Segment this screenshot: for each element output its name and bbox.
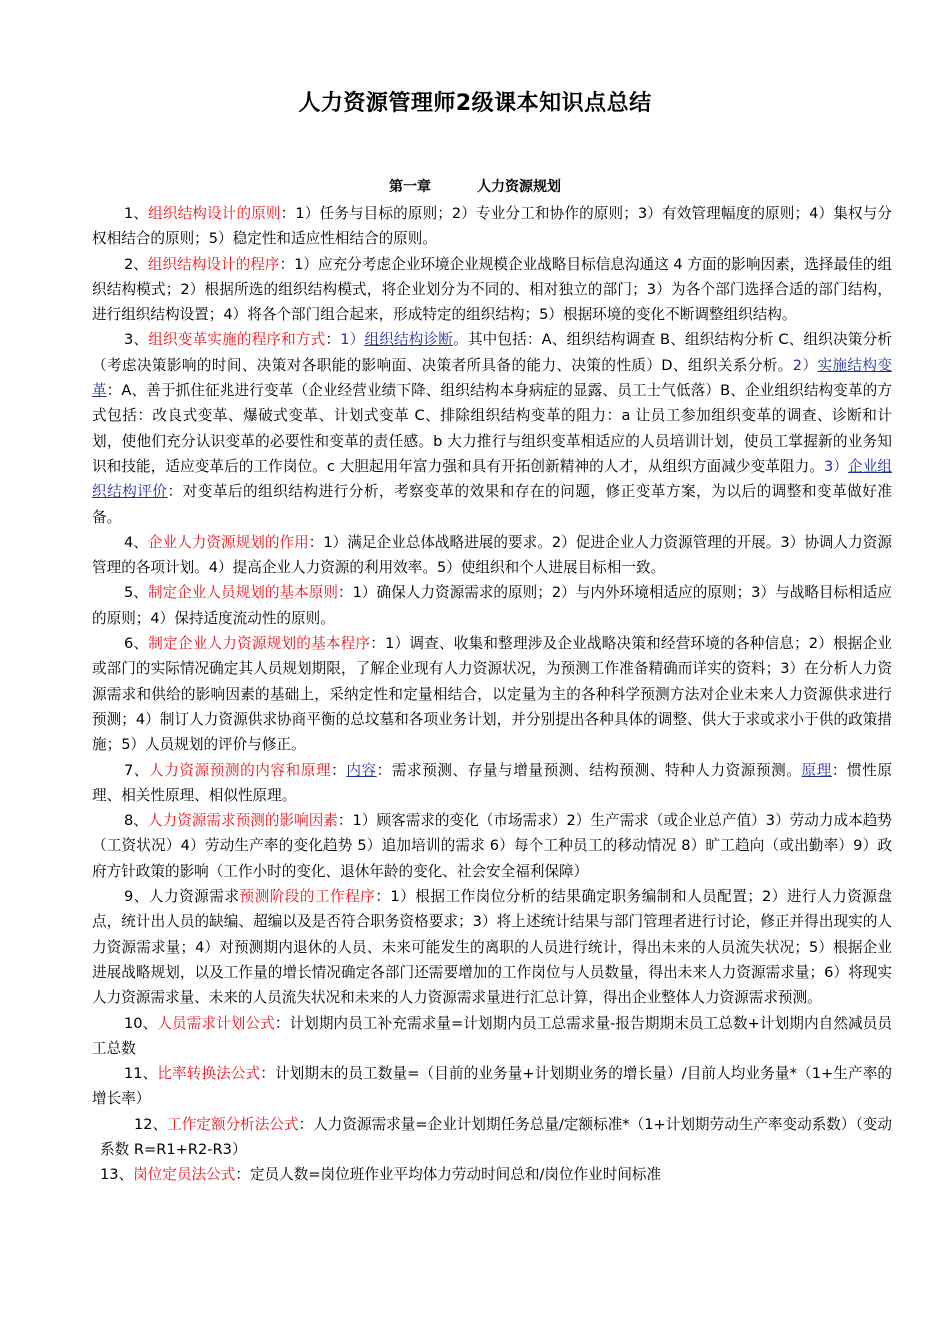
item-9	[92, 884, 892, 1010]
item-number: 10、	[124, 1014, 158, 1032]
item-number: 13、	[100, 1166, 134, 1184]
item-heading: 制定企业人员规划的基本原则	[147, 584, 338, 602]
item-heading: 比率转换法公式	[157, 1065, 261, 1083]
item-text: ：1）根据工作岗位分析的结果确定职务编制和人员配置；2）进行人力资源盘点，统计出人员的缺编、超编以及是否符合职务资格要求；3）将上述统计结果与部门管理者进行讨论，修正并得出现实的人力资源需求量；4）对预测期内退休的人员、未来可能发生的离职的人员进行统计，得出未来的人员流失状况；5）根据企业进展战略规划，以及工作量的增长情况确定各部门还需要增加的工作岗位与人员数量，得出未来人力资源需求量；6）将现实人力资源需求量、未来的人员流失状况和未来的人力资源需求量进行汇总计算，得出企业整体人力资源需求预测。	[92, 888, 892, 1007]
item-heading: 工作定额分析法公式	[167, 1115, 299, 1133]
item-1	[92, 201, 892, 252]
item-13	[92, 1162, 892, 1187]
subheading-link: 原理	[801, 761, 832, 779]
item-5	[92, 580, 892, 631]
item-7	[92, 758, 892, 809]
item-heading: 制定企业人力资源规划的基本程序	[148, 635, 371, 653]
item-number: 2、	[124, 255, 148, 273]
step-number: 2）	[792, 356, 818, 374]
item-text: ：1）任务与目标的原则；2）专业分工和协作的原则；3）有效管理幅度的原则；4）集权与分权相结合的原则；5）稳定性和适应性相结合的原则。	[92, 205, 892, 248]
subheading-link: 实施结构变革	[92, 356, 892, 400]
step-number: 3）	[823, 457, 849, 475]
item-text: ：1）满足企业总体战略进展的要求。2）促进企业人力资源管理的开展。3）协调人力资源管理的各项计划。4）提高企业人力资源的利用效率。5）使组织和个人进展目标相一致。	[92, 533, 892, 577]
item-text: ：	[331, 761, 347, 779]
item-text: ：1）应充分考虑企业环境企业规模企业战略目标信息沟通这 4 方面的影响因素，选择最佳的组织结构模式；2）根据所选的组织结构模式，将企业划分为不同的、相对独立的部门；3）为各个部门选择合适的部门结构，进行组织结构设置；4）将各个部门组合起来，形成特定的组织结构；5）根据环境的变化不断调整组织结构。	[92, 255, 892, 324]
item-number: 8、	[124, 812, 148, 830]
subheading-link: 内容	[346, 761, 377, 779]
item-number: 11、	[124, 1065, 158, 1083]
item-4	[92, 530, 892, 581]
item-8	[92, 808, 892, 884]
document-body	[92, 201, 892, 1188]
item-text: ：人力资源需求量=企业计划期任务总量/定额标准*（1+计划期劳动生产率变动系数）（变动系数 R=R1+R2-R3）	[100, 1115, 892, 1158]
item-number: 5、	[124, 584, 148, 602]
item-number: 1、	[124, 205, 149, 222]
item-11	[92, 1061, 892, 1112]
item-heading: 人员需求计划公式	[157, 1014, 275, 1032]
item-heading: 岗位定员法公式	[133, 1166, 236, 1184]
item-text: ：1）确保人力资源需求的原则；2）与内外环境相适应的原则；3）与战略目标相适应的原则；4）保持适度流动性的原则。	[92, 584, 892, 627]
subheading-link: 企业组织结构评价	[92, 457, 892, 501]
document-title: 人力资源管理师2级课本知识点总结	[298, 91, 652, 116]
subheading-link: 组织结构诊断	[364, 331, 454, 349]
item-text: ：需求预测、存量与增量预测、结构预测、特种人力资源预测。	[376, 761, 802, 779]
item-2	[92, 252, 892, 328]
item-text: ：1）调查、收集和整理涉及企业战略决策和经营环境的各种信息；2）根据企业或部门的实际情况确定其人员规划期限，了解企业现有人力资源状况，为预测工作准备精确而详实的资料；3）在分析人力资源需求和供给的影响因素的基础上，采纳定性和定量相结合，以定量为主的各种科学预测方法对企业未来人力资源供求进行预测；4）制订人力资源供求协商平衡的总坟墓和各项业务计划，并分别提出各种具体的调整、供大于求或求小于供的政策措施；5）人员规划的评价与修正。	[92, 635, 892, 754]
item-text: ：计划期内员工补充需求量=计划期内员工总需求量-报告期期末员工总数+计划期内自然减员员工总数	[92, 1014, 892, 1057]
item-number: 7、	[124, 761, 150, 779]
chapter-number: 第一章	[389, 179, 431, 195]
item-text: ：1）顾客需求的变化（市场需求）2）生产需求（或企业总产值）3）劳动力成本趋势（工资状况）4）劳动生产率的变化趋势 5）追加培训的需求 6）每个工种员工的移动情况 8）旷工趋向（或出勤率）9）政府方针政策的影响（工作小时的变化、退休年龄的变化、社会安全福利保障）	[92, 812, 892, 880]
item-heading: 组织结构设计的程序	[147, 255, 280, 273]
item-heading: 人力资源预测的内容和原理	[149, 761, 332, 779]
item-number: 4、	[124, 533, 148, 551]
item-number: 3、	[124, 331, 149, 349]
chapter-name: 人力资源规划	[477, 179, 561, 195]
item-text: ：	[325, 331, 341, 349]
item-12	[92, 1112, 892, 1163]
item-6	[92, 631, 892, 757]
item-number: 9、	[124, 888, 149, 906]
item-heading: 预测阶段的工作程序	[239, 888, 376, 906]
item-text: ：惯性原理、相关性原理、相似性原理。	[92, 761, 892, 804]
item-text: ：A、善于抓住征兆进行变革（企业经营业绩下降、组织结构本身病症的显露、员工士气低落）B、企业组织结构变革的方式包括：改良式变革、爆破式变革、计划式变革 C、排除组织结构变革的阻力：a 让员工参加组织变革的调查、诊断和计划，使他们充分认识变革的必要性和变革的责任感。b 大力推行与组织变革相适应的人员培训计划，使员工掌握新的业务知识和技能，适应变革后的工作岗位。c 大胆起用年富力强和具有开拓创新精神的人才，从组织方面减少变革阻力。	[92, 382, 892, 475]
item-number: 6、	[124, 635, 149, 653]
chapter-heading	[0, 176, 950, 196]
item-text: ：对变革后的组织结构进行分析，考察变革的效果和存在的问题，修正变革方案，为以后的调整和变革做好准备。	[92, 483, 892, 526]
item-text: 。其中包括：A、组织结构调查 B、组织结构分析 C、组织决策分析（考虑决策影响的时间、决策对各职能的影响面、决策者所具备的能力、决策的性质）D、组织关系分析。	[92, 331, 892, 374]
item-number: 12、	[134, 1115, 168, 1133]
item-heading: 企业人力资源规划的作用	[147, 533, 309, 551]
item-text: 人力资源需求	[148, 888, 240, 906]
item-text: ：定员人数=岗位班作业平均体力劳动时间总和/岗位作业时间标准	[235, 1166, 662, 1184]
item-10	[92, 1011, 892, 1062]
item-3	[92, 327, 892, 529]
step-number: 1）	[340, 331, 365, 349]
item-heading: 组织变革实施的程序和方式	[148, 331, 326, 349]
item-heading: 人力资源需求预测的影响因素	[147, 812, 338, 830]
item-text: ：计划期末的员工数量=（目前的业务量+计划期业务的增长量）/目前人均业务量*（1+生产率的增长率）	[92, 1065, 892, 1108]
item-heading: 组织结构设计的原则	[148, 205, 281, 222]
